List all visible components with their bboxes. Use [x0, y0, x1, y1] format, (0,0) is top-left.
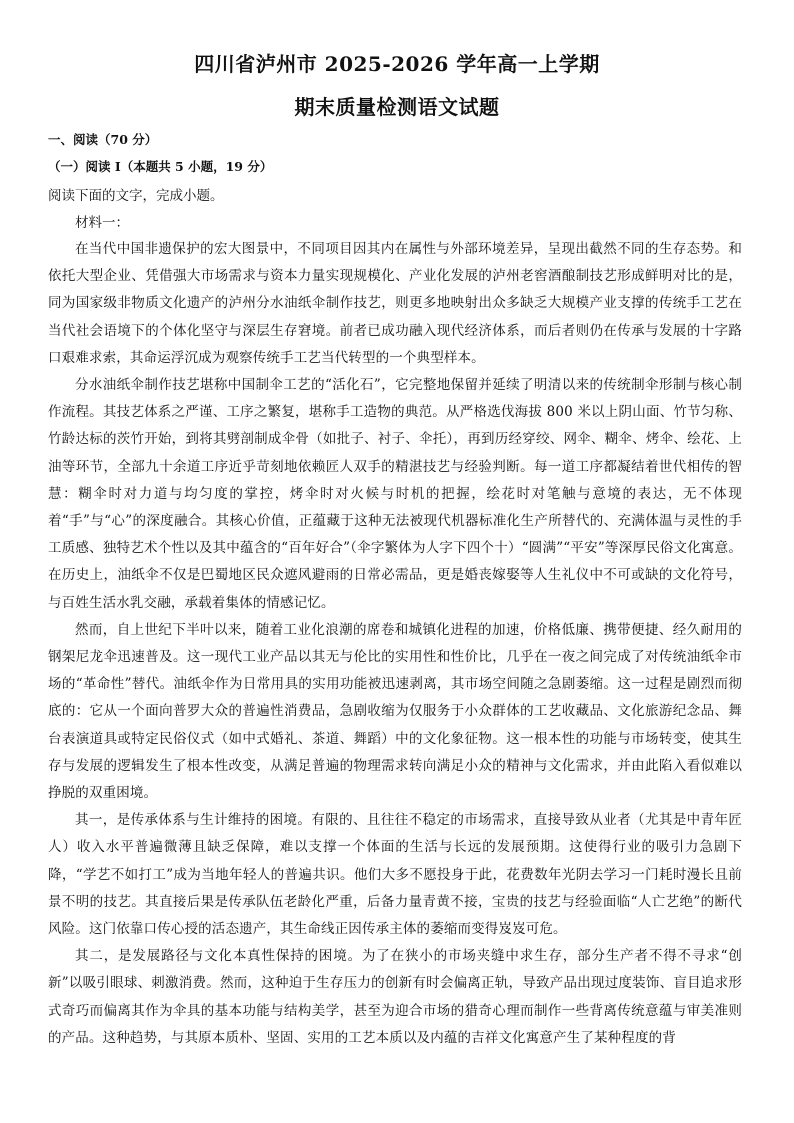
document-title-line2: 期末质量检测语文试题	[294, 95, 500, 119]
paragraph: 在当代中国非遗保护的宏大图景中，不同项目因其内在属性与外部环境差异，呈现出截然不同的生存态势。和依托大型企业、凭借强大市场需求与资本力量实现规模化、产业化发展的泸州老窖酒酿制技艺形成鲜明对比的是，同为国家级非物质文化遗产的泸州分水油纸伞制作技艺，则更多地映射出众多缺乏大规模产业支撑的传统手工艺在当代社会语境下的个体化坚守与深层生存窘境。前者已成功融入现代经济体系，而后者则仍在传承与发展的十字路口艰难求索，其命运浮沉成为观察传统手工艺当代转型的一个典型样本。	[48, 241, 742, 366]
paragraph: 其二，是发展路径与文化本真性保持的困境。为了在狭小的市场夹缝中求生存，部分生产者不得不寻求“创新”以吸引眼球、刺激消费。然而，这种迫于生存压力的创新有时会偏离正轨，导致产品出现过度装饰、盲目追求形式奇巧而偏离其作为伞具的基本功能与结构美学，甚至为迎合市场的猎奇心理而制作一些背离传统意蕴与审美准则的产品。这种趋势，与其原本质朴、坚固、实用的工艺本质以及内蕴的吉祥文化寓意产生了某种程度的背	[48, 948, 742, 1046]
paragraph: 其一，是传承体系与生计维持的困境。有限的、且往往不稳定的市场需求，直接导致从业者（尤其是中青年匠人）收入水平普遍微薄且缺乏保障，难以支撑一个体面的生活与长远的发展预期。这使得行业的吸引力急剧下降，“学艺不如打工”成为当地年轻人的普遍共识。他们大多不愿投身于此，花费数年光阴去学习一门耗时漫长且前景不明的技艺。其直接后果是传承队伍老龄化严重，后备力量青黄不接，宝贵的技艺与经验面临“人亡艺绝”的断代风险。这门依靠口传心授的活态遗产，其生命线正因传承主体的萎缩而变得岌岌可危。	[48, 812, 742, 938]
subsection-heading: （一）阅读 Ⅰ（本题共 5 小题，19 分）	[48, 159, 273, 174]
material-label: 材料一：	[75, 215, 129, 231]
article-body	[48, 236, 742, 1052]
reading-instruction: 阅读下面的文字，完成小题。	[48, 188, 224, 204]
section-heading: 一、阅读（70 分）	[48, 132, 158, 147]
paragraph: 分水油纸伞制作技艺堪称中国制伞工艺的“活化石”，它完整地保留并延续了明清以来的传统制伞形制与核心制作流程。其技艺体系之严谨、工序之繁复，堪称手工造物的典范。从严格选伐海拔 800 米以上阴山面、竹节匀称、竹龄达标的茨竹开始，到将其劈剖制成伞骨（如批子、衬子、伞托），再到历经穿绞、网伞、糊伞、烤伞、绘花、上油等环节，全部九十余道工序近乎苛刻地依赖匠人双手的精湛技艺与经验判断。每一道工序都凝结着世代相传的智慧：糊伞时对力道与均匀度的掌控，烤伞时对火候与时机的把握，绘花时对笔触与意境的表达，无不体现着“手”与“心”的深度融合。其核心价值，正蕴藏于这种无法被现代机器标准化生产所替代的、充满体温与灵性的手工质感、独特艺术个性以及其中蕴含的“百年好合”（伞字繁体为人字下四个十）“圆满”“平安”等深厚民俗文化寓意。在历史上，油纸伞不仅是巴蜀地区民众遮风避雨的日常必需品，更是婚丧嫁娶等人生礼仪中不可或缺的文化符号，与百姓生活水乳交融，承载着集体的情感记忆。	[48, 377, 742, 611]
paragraph: 然而，自上世纪下半叶以来，随着工业化浪潮的席卷和城镇化进程的加速，价格低廉、携带便捷、经久耐用的钢架尼龙伞迅速普及。这一现代工业产品以其无与伦比的实用性和性价比，几乎在一夜之间完成了对传统油纸伞市场的“革命性”替代。油纸伞作为日常用具的实用功能被迅速剥离，其市场空间随之急剧萎缩。这一过程是剧烈而彻底的：它从一个面向普罗大众的普遍性消费品，急剧收缩为仅服务于小众群体的工艺收藏品、文化旅游纪念品、舞台表演道具或特定民俗仪式（如中式婚礼、茶道、舞蹈）中的文化象征物。这一根本性的功能与市场转变，使其生存与发展的逻辑发生了根本性改变，从满足普遍的物理需求转向满足小众的精神与文化需求，并由此陷入看似难以挣脱的双重困境。	[48, 621, 742, 802]
document-title-line1: 四川省泸州市 2025-2026 学年高一上学期	[194, 52, 600, 76]
